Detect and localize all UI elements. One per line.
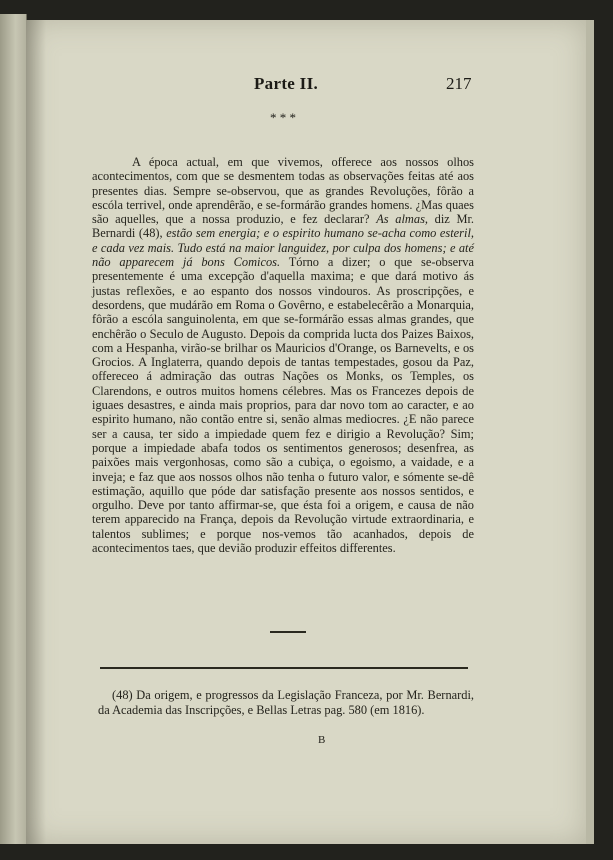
main-paragraph [92, 155, 474, 555]
footnote-rule [100, 667, 468, 669]
section-end-rule [270, 631, 306, 633]
footnote: (48) Da origem, e progressos da Legislação Franceza, por Mr. Bernardi, da Academia das Inscripções, e Bellas Letras pag. 580 (em 1816). [98, 688, 474, 717]
asterism [263, 112, 303, 142]
page-number: 217 [446, 74, 472, 93]
quote-text-2: estão sem energia; e o espirito humano se-acha como esteril, e cada vez mais. Tudo está na maior languidez, por culpa dos homens; e até não apparecem já bons Comicos. [92, 226, 474, 270]
page-header [26, 74, 586, 98]
signature-mark: B [318, 734, 326, 746]
paragraph-text-3: Tórno a dizer; o que se-observa presentemente é uma excepção d'aquella maxima; e que dará motivo ás justas reflexões, e ao espanto dos nossos vindouros. As proscripções, e desordens, que mudárão em Roma o Govêrno, e estabelecêrão a Monarquia, fôrão a escóla sanguinolenta, em que se-formárão essas almas grandes, que enchêrão o Seculo de Augusto. Depois da comprida lucta dos Paizes Baixos, com a Hespanha, virão-se brilhar os Mauricios d'Orange, os Barnevelts, e os Grocios. A Inglaterra, quando depois de tantas tempestades, gosou da Paz, offereceo á admiração das outras Nações os Monks, os Temples, os Clarendons, e outros muitos homens célebres. Mas os Francezes depois de iguaes desastres, e ainda mais proprios, para dar novo tom ao caracter, e ao espirito humano, não contão entre si, senão almas mediocres. ¿E não parece ser a causa, ter sido a impiedade quem fez e dirigio a Revolução? Sim; porque a impiedade abafa todos os sentimentos generosos; desenfrea, as paixões mais vergonhosas, como são a cubiça, o egoismo, a vaidade, e a inveja; e faz que aos nossos olhos não tenha o futuro valor, e sómente se-dê estimação, aquillo que póde dar satisfação presente aos nossos sentidos, e orgulho. Deve por tanto affirmar-se, que ésta foi a origem, e causa de não terem apparecido na França, depois da Revolução virtude extraordinaria, e talentos sublimes; e porque nos-vemos tão acanhados, depois de acontecimentos taes, que devião produzir effeitos differentes. [92, 255, 474, 556]
asterism-glyph: * * * [270, 110, 296, 125]
page-fore-edge [586, 20, 594, 844]
spine-shadow [26, 20, 46, 844]
facing-page-edge [0, 14, 27, 844]
paragraph-text-1: A época actual, em que vivemos, offerece aos nossos olhos acontecimentos, com que se desmentem todas as observações feitas até aos presentes dias. Sempre se-observou, que as grandes Revoluções, fôrão a escóla terrivel, onde aprendêrão, e se-formárão grandes homens. ¿Mas quaes são aquelles, que a nossa produzio, e fez declarar? [92, 155, 474, 227]
running-head: Parte II. [254, 74, 319, 93]
quote-text-1: As almas, [376, 212, 428, 227]
paragraph-text-2: diz Mr. Bernardi (48), [92, 212, 475, 241]
